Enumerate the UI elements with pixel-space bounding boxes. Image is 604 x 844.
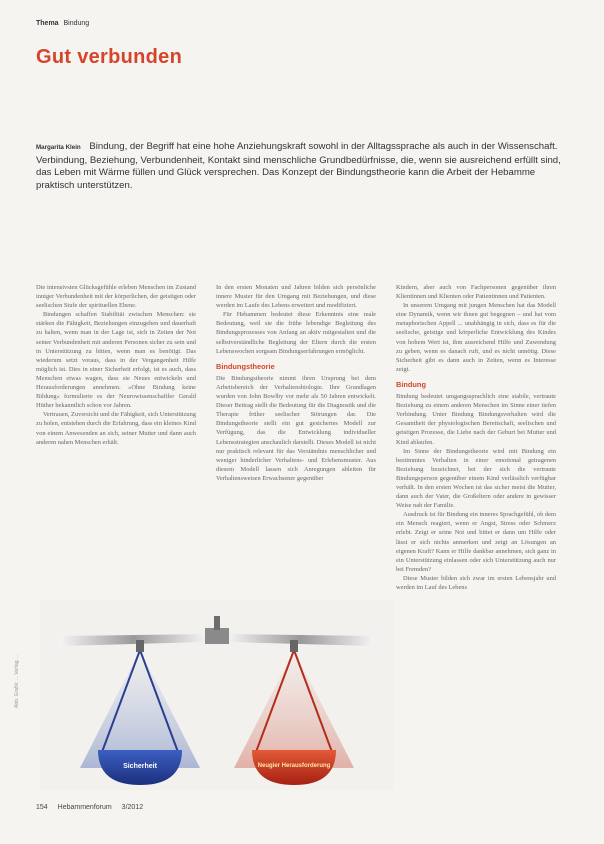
scale-pivot bbox=[205, 628, 229, 644]
paragraph: Vertrauen, Zuversicht und die Fähigkeit, sich Unterstützung zu holen, entstehen durch die Erfahrung, dass ein kleines Kind von einem Anwesenden an sich, seiner Mutter und dann auch anderen nahen Menschen erhält. bbox=[36, 411, 196, 446]
image-credit: Abb. Grafik: ... Verlag ... bbox=[14, 654, 20, 708]
paragraph: In unserem Umgang mit jungen Menschen hat das Modell eine Dynamik, wenn wir ihnen gut begegnen – und hat vom metaphorischen Appell ... unabhängig in sich, dass es für die seelische, geistige und körperliche Entwicklung des Kindes von hohem Wert ist, ihm ausreichend Hilfe und Zuwendung zu geben, wenn es danach ruft, und es nicht unnötig. Diese Sicherheit gibt es dann auch in Zeiten, wenn es Interesse zeigt. bbox=[396, 302, 556, 373]
paragraph: Ausdruck ist für Bindung ein inneres Sprachgefühl, ob dem ein Mensch reagiert, wenn er Angst, Stress oder Schmerz erlebt. Zeigt er seine Not und bittet er dann um Hilfe oder lässt er sich nichts anmerken und zeigt an Lösungen an eigenen Kraft? Kann er Hilfe dankbar annehmen, sich ganz in ein Unterstützung einlassen oder sich Unterstützung auch nur bei Fremden? bbox=[396, 511, 556, 573]
page-number: 154 bbox=[36, 804, 48, 811]
subheading: Bindung bbox=[396, 379, 426, 389]
paragraph: In den ersten Monaten und Jahren bilden sich persönliche innere Muster für den Umgang mit Beziehungen, und diese werden im Laufe des Lebens erweitert und modifiziert. bbox=[216, 284, 376, 310]
left-pan-hook bbox=[136, 640, 144, 652]
paragraph: Die intensivsten Glücksgefühle erleben Menschen im Zustand inniger Verbundenheit mit der körperlichen, der geistigen oder seelischen Stufe der spirituellen Ebene. bbox=[36, 284, 196, 310]
text-column-1 bbox=[36, 283, 196, 447]
paragraph: Diese Muster bilden sich zwar im ersten Lebensjahr und werden im Lauf des Lebens bbox=[396, 574, 556, 591]
paragraph: Im Sinne der Bindungstheorie wird mit Bindung ein bestimmtes Verhalten in einer emotional getragenen Beziehung bezeichnet, bei der sich die vertraute Bindungsperson gegenüber einem Kind verlässlich verfügbar verhält. In den ersten Wochen ist das sicher meist die Mutter, dann auch der Vater, die Großeltern oder andere in gewisser Weise nah der Familie. bbox=[396, 447, 556, 510]
author-name: Margarita Klein bbox=[36, 144, 81, 151]
paragraph: Kindern, aber auch von Fachpersonen gegenüber ihren Klientinnen und Klienten oder Patientinnen und Patienten. bbox=[396, 284, 556, 301]
page-footer bbox=[36, 804, 151, 811]
left-pan-label: Sicherheit bbox=[123, 763, 157, 770]
scale-post bbox=[214, 616, 220, 630]
scale-beam bbox=[227, 634, 374, 646]
kicker-label: Thema bbox=[36, 20, 59, 27]
subheading: Bindungstheorie bbox=[216, 361, 275, 371]
journal-name: Hebammenforum bbox=[57, 804, 112, 811]
article-lead bbox=[36, 141, 576, 192]
right-pan-label: Neugier Herausforderung bbox=[257, 763, 331, 769]
article-title: Gut verbunden bbox=[36, 46, 183, 68]
paragraph: Bindung bedeutet umgangssprachlich eine stabile, vertraute Beziehung zu einem anderen Menschen im Sinne einer tiefen Verbindung. Unter Bindung Bindungsverhalten wird die Gesamtheit der physiologischen Bereitschaft, seelischen und geistigen Prozesse, die Liebe nach der Geburt bei Mutter und Kind ablaufen. bbox=[396, 393, 556, 446]
text-column-2 bbox=[216, 283, 376, 483]
lead-text: Bindung, der Begriff hat eine hohe Anziehungskraft sowohl in der Alltagssprache als auch in der Wissenschaft. Verbindung, Beziehung, Verbundenheit, Kontakt sind menschliche Grundbedürfnisse, die, wenn sie ausreichend erfüllt sind, das Leben mit Wärme füllen und Glück versprechen. Das Konzept der Bindungstheorie kann die Arbeit der Hebamme praktisch unterstützen. bbox=[36, 141, 561, 191]
section-kicker bbox=[36, 20, 89, 27]
right-pan-hook bbox=[290, 640, 298, 652]
issue-number: 3/2012 bbox=[121, 804, 144, 811]
paragraph: Für Hebammen bedeutet diese Erkenntnis eine reale Bedeutung, weil sie die frühe lebendige Begleitung des Bindungsprozesses von Anfang an aktiv mitgestalten und die selbstverständliche Begleitung der Eltern durch die ersten Lebenswochen sorgsam Bindungserfahrungen ermöglicht. bbox=[216, 311, 376, 355]
paragraph: Bindungen schaffen Stabilität zwischen Menschen: sie stärken die Fähigkeit, Beziehungen einzugehen und dauerhaft zu halten, wenn man in der Lage ist, sich in Zeiten der Not seiner Verbundenheit mit anderen Personen sicher zu sein und in Unterstützung zu bitten, wenn man es benötigt. Das wiederum setzt voraus, dass in der Vergangenheit Hilfe möglich ist. Dies in einer Sicherheit erfolgt, ist es auch, dass Menschen etwas wagen, dass sie Neues entwickeln und Herausforderungen annehmen. »Ohne Bindung keine Bildung« formulierte es der Neurowissenschaftler Gerald Hüther bekanntlich schon vor Jahren. bbox=[36, 311, 196, 410]
text-column-3 bbox=[396, 283, 556, 592]
scale-beam bbox=[60, 634, 207, 646]
paragraph: Die Bindungstheorie nimmt ihren Ursprung bei dem Arbeitsbereich der Verhaltensbiologie. Ihre Grundlagen wurden von John Bowlby vor mehr als 50 Jahren entwickelt. Dieser Beitrag stellt die Bedeutung für die Diagnostik und die Therapie früher seelischer Störungen dar. Die Bindungstheorie stellt ein gut gesichertes Modell zur Verfügung, das die Entwicklung individueller Lebensstrategien anschaulich darstellt. Dieses Modell ist nicht nur praktisch relevant für das Verständnis menschlicher und weniger hinderlicher Verhaltens- und Erlebensmuster. Aus diesem Modell lassen sich Anregungen ableiten für Verhaltensweisen Erwachsener gegenüber bbox=[216, 374, 376, 482]
balance-scale-illustration bbox=[40, 600, 394, 790]
kicker-topic: Bindung bbox=[63, 20, 90, 27]
balance-scale-figure bbox=[40, 600, 394, 790]
